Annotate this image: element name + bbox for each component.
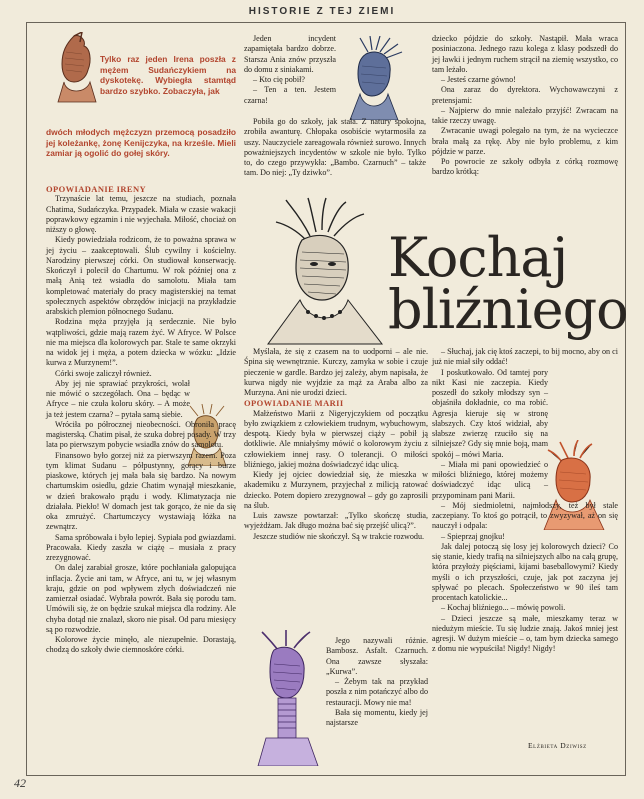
paragraph: Córki swoje zaliczył również.	[55, 368, 152, 378]
author-byline: Elżbieta Dziwisz	[528, 741, 587, 750]
paragraph: Pobiła go do szkoły, jak stała. Z natury spokojna, zrobiła awanturę. Chłopaka osobiście wytarmosiła za uszy. Nauczyciele zareagowała również surowo. Innych poważniejszych incydentów w szkole nie było. Tylko to, do czego przywykła: „Bambo. Czarnuch” – także tam. Do niej: „Ty dziwko”.	[244, 117, 426, 178]
paragraph: – Jesteś czarne gówno!	[441, 75, 516, 84]
paragraph: – Słuchaj, jak cię ktoś zaczepi, to bij mocno, aby on ci już nie miał siły oddać!	[432, 347, 618, 367]
paragraph: – Spieprzaj gnojku!	[441, 531, 505, 541]
paragraph: Zwracanie uwagi polegało na tym, że na wycieczce brała małą za rękę. Aby nie było problemu, z kim pójdzie w parze.	[432, 126, 618, 156]
paragraph: – Ten a ten. Jestem czarna!	[244, 85, 336, 105]
head-illustration-3	[260, 196, 390, 346]
paragraph: Jeden incydent zapamiętała bardzo dobrze. Starsza Ania znów przyszła do domu z siniakami.	[244, 34, 336, 74]
section-header: HISTORIE Z TEJ ZIEMI	[248, 6, 396, 17]
paragraph: I poskutkowało. Od tamtej pory nikt Kasi nie zaczepia. Kiedy poszedł do szkoły młodszy syn – objaśniła dokładnie, co ma robić. Agresja kieruje się w stronę słabszych. Czy ktoś widział, aby słabsze zwierzę rzuciło się na silniejsze? Gdy się mnie boją, mam spokój – mówi Maria.	[432, 367, 548, 459]
paragraph: Luis zawsze powtarzał: „Tylko skończę studia, wyjeżdżam. Jak długo można bać się przejść ulicą?”.	[244, 511, 428, 531]
paragraph: Kiedy powiedziała rodzicom, że to poważna sprawa w jej życiu – zaakceptowali. Ślub cywilny i kościelny. Narodziny pierwszej córki. On studiował konserwację. Skończył i polecił do Chartumu. W rok później ona z małą Anią też wsiadła do samolotu. Miała tam kompletować materiały do pracy magisterskiej na temat społecznych aspektów obrzędów inicjacji na przykładzie arabskich plemion północnego Sudanu.	[46, 235, 236, 316]
paragraph: Po powrocie ze szkoły odbyła z córką rozmowę bardzo krótką:	[432, 157, 618, 177]
paragraph: – Kochaj bliźniego... – mówię powoli.	[441, 603, 566, 613]
column-2-top-continued	[244, 117, 426, 179]
title-line-1: Kochaj	[388, 226, 568, 289]
lead-text: Tylko raz jeden Irena poszła z mężem Sudańczykiem na dyskotekę. Wybiegła stamtąd bardzo szybko. Zobaczyła, jak	[100, 54, 236, 96]
paragraph: – Żebym tak na przykład poszła z nim potańczyć albo do restauracji. Mowy nie ma!	[326, 677, 428, 707]
section-heading-maria: OPOWIADANIE MARII	[244, 398, 344, 409]
paragraph: Rodzina męża przyjęła ją serdecznie. Nie było wątpliwości, gdzie mają razem żyć. W Afryce. W Polsce nie ma miejsca dla kolorowych par. Stale te same okrzyki na widok jej i męża, a potem dziecka w wózku: „Idzie kurwa z Murzynem!”.	[46, 317, 236, 368]
paragraph: Jego nazywali różnie. Bambosz. Asfalt. Czarnuch. Ona zawsze słyszała: „Kurwa”.	[326, 636, 428, 676]
page-number: 42	[14, 776, 26, 790]
paragraph: Małżeństwo Marii z Nigeryjczykiem od początku było związkiem z człowiekiem trudnym, wybuchowym, despotą. Kiedy była w pierwszej ciąży – pobił ją dotkliwie. Ale mniałyśmy mówić o kolorowym życiu z człowiekiem innej rasy. O tolerancji. O miłości bliźniego, jakiej można doświadczyć idąc ulicą.	[244, 408, 428, 469]
paragraph: dziecko pójdzie do szkoły. Nastąpił. Mała wraca posiniaczona. Jednego razu kolega z klasy podszedł do jej ławki i jednym ruchem strącił na ziemię wszystko, co tam leżało.	[432, 34, 618, 74]
head-illustration-6	[256, 630, 322, 766]
paragraph: Jeszcze studiów nie skończył. Są w trakcie rozwodu.	[253, 531, 425, 541]
head-illustration-1	[52, 32, 102, 104]
title-line-2: bliźniego	[388, 278, 628, 341]
paragraph: Myślała, że się z czasem na to uodporni – ale nie. Śpina się wewnętrznie. Kurczy, zamyka w sobie i czuje pieczenie w gardle. Bardzo jej zależy, abym napisała, że kurwa nigdy nie wyjdzie za mąż za Araba albo za Murzyna. Ani nie urodzi dzieci.	[244, 347, 428, 397]
column-3-bottom	[432, 347, 618, 655]
paragraph: Finansowo było gorzej niż za pierwszym razem. Poza tym klimat Sudanu – półpustynny, gorący i burze piaskowe, których jej mała bała się bardzo. Na nowym chartumskim osiedlu, gdzie Chatim wynajął mieszkanie, w dzień brakowało prądu i wody. Klimatyzacja nie działała. Piekło! W domach jest tak gorąco, że nie da się oka zmrużyć. Chartumczycy wystawiają łóżka na zewnątrz.	[46, 450, 236, 532]
column-3-top	[432, 34, 618, 178]
article-title	[388, 226, 628, 341]
section-heading-irena: OPOWIADANIE IRENY	[46, 184, 147, 194]
paragraph: Kiedy jej ojciec dowiedział się, że mieszka w akademiku z Murzynem, przyjechał z milicją ratować dziecko. Potem dopiero zrezygnował – gdy go zaprosili na ślub.	[244, 470, 428, 510]
lead-text-continued: dwóch młodych mężczyzn przemocą posadziło jej koleżankę, żonę Kenijczyka, na krześle. Mieli zamiar ją ogolić do gołej skóry.	[46, 127, 236, 159]
paragraph: Wróciła po półrocznej nieobecności. Obroniła pracę magisterską. Chatim pisał, że szuka dobrej posady. W trzy lata po pierwszym pobycie wsiadła znów do samolotu.	[46, 419, 236, 450]
column-1	[46, 184, 236, 656]
paragraph: Trzynaście lat temu, jeszcze na studiach, poznała Chatima, Sudańczyka. Przypadek. Miała w czasie wakacji poprawkowy egzamin i nie wyjechała. Miłość, chociaż on niższy o głowę.	[46, 194, 236, 234]
paragraph: Aby jej nie sprawiać przykrości, wolał nie mówić o szczegółach. Ona – będąc w Afryce – nie czuła koloru skóry. – A może ja też jestem czarna? – pytała samą siebie.	[46, 378, 190, 419]
paragraph: Bała się momentu, kiedy jej najstarsze	[326, 707, 428, 727]
paragraph: – Mój siedmioletni, najmłodszy, też był stale zaczepiany. To ktoś go potrącił, to zwyzywał, aż on się nauczył i odpala:	[432, 500, 618, 531]
column-2-bottom	[244, 347, 428, 542]
paragraph: – Miała mi pani opowiedzieć o miłości bliźniego, której możemy doświadczyć idąc ulicą – przypominam pani Marii.	[432, 459, 548, 500]
paragraph: Jak dalej potoczą się losy jej kolorowych dzieci? Co się stanie, kiedy trafią na silniejszych albo na całą grupę, która przyłoży pięściami, kijami baseballowymi? Kiedy myśli o ich przyszłości, czuje, jak pot zaczyna jej spływać po plecach. Społeczeństwo w 90 ileś tam procentach katolickie...	[432, 541, 618, 602]
paragraph: – Dzieci jeszcze są małe, mieszkamy teraz w niedużym mieście. Tu się ludzie znają. Jakoś mniej jest agresji. W dużym mieście – o, tam bym dziecka samego z domu nie wypuściła! Nigdy! Nigdy!	[432, 613, 618, 654]
paragraph: Ona zaraz do dyrektora. Wychowawczyni z pretensjami:	[432, 85, 618, 105]
column-2-top	[244, 34, 336, 106]
paragraph: Sama spróbowała i było lepiej. Sypiała pod gwiazdami. Pracowała. Kiedy zaszła w ciążę – musiała z pracy zrezygnować.	[46, 532, 236, 562]
column-2-bottom-continued	[326, 636, 428, 728]
paragraph: Kolorowe życie minęło, ale niezupełnie. Dorastają, chodzą do szkoły dwie ciemnoskóre córki.	[46, 635, 236, 655]
paragraph: – Najpierw do mnie należało przyjść! Zwracam na takie rzeczy uwagę.	[432, 105, 618, 125]
paragraph: – Kto cię pobił?	[253, 75, 305, 84]
head-illustration-2	[338, 36, 414, 120]
paragraph: On dalej zarabiał grosze, które pochłaniała galopująca inflacja. Życie ani tam, w Afryce, ani tu, w jej własnym kraju, gdzie on pod wpływem złych doświadczeń nie zamierzał osiadać. Wybrała powrót. Bała się porodu tam. Umówili się, że on będzie szukał miejsca dla rodziny. Ale chyba dotąd nie znalazł, skoro nie pisał. Od paru miesięcy są po rozwodzie.	[46, 563, 236, 634]
